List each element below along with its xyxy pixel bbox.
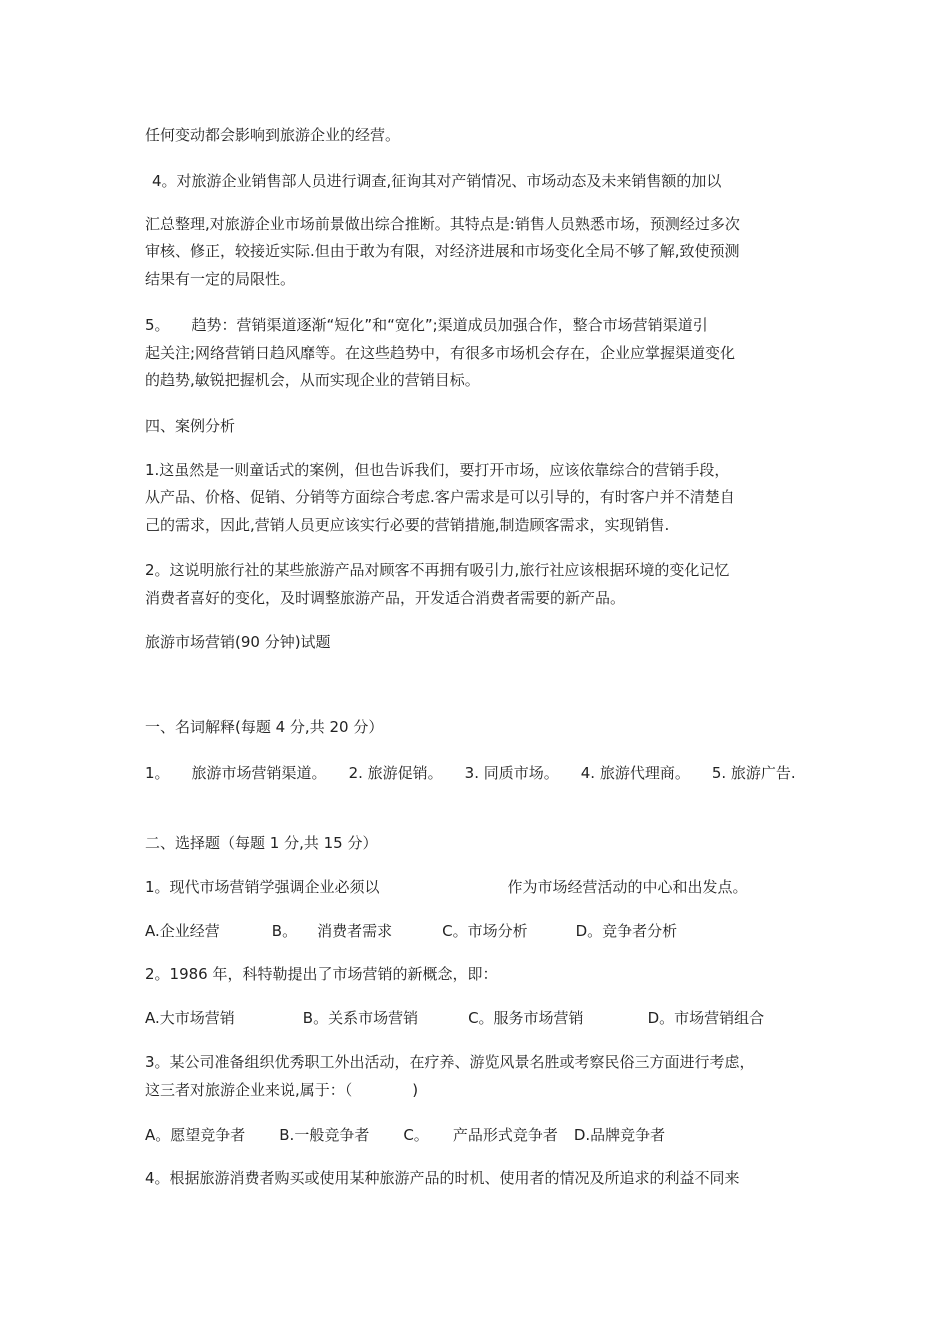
paragraph: 起关注;网络营销日趋风靡等。在这些趋势中，有很多市场机会存在，企业应掌握渠道变化	[145, 344, 736, 362]
question-text: )	[412, 1081, 419, 1099]
section-heading: 一、名词解释(每题 4 分,共 20 分）	[145, 718, 384, 736]
term-item: 1。	[145, 764, 170, 782]
option: C。	[403, 1126, 429, 1144]
question: 4。根据旅游消费者购买或使用某种旅游产品的时机、使用者的情况及所追求的利益不同来	[145, 1169, 740, 1187]
option: B。关系市场营销	[302, 1009, 419, 1027]
paragraph: 的趋势,敏锐把握机会，从而实现企业的营销目标。	[145, 371, 480, 389]
paragraph: 从产品、价格、促销、分销等方面综合考虑.客户需求是可以引导的，有时客户并不清楚自	[145, 488, 735, 506]
question: 3。某公司准备组织优秀职工外出活动，在疗养、游览风景名胜或考察民俗三方面进行考虑，	[145, 1053, 755, 1071]
question	[145, 874, 748, 900]
question	[145, 1077, 418, 1103]
option: C。服务市场营销	[468, 1009, 584, 1027]
options-row	[145, 1122, 665, 1148]
paragraph: 汇总整理,对旅游企业市场前景做出综合推断。其特点是:销售人员熟悉市场，预测经过多次	[145, 215, 740, 233]
options-row	[145, 1005, 764, 1031]
option: B。	[271, 922, 298, 940]
option: A.企业经营	[145, 922, 220, 940]
option: 消费者需求	[317, 922, 393, 940]
term-item: 4. 旅游代理商。	[580, 764, 690, 782]
paragraph: 审核、修正，较接近实际.但由于敢为有限，对经济进展和市场变化全局不够了解,致使预测	[145, 242, 740, 260]
option: A。愿望竞争者	[145, 1126, 246, 1144]
paragraph: 1.这虽然是一则童话式的案例，但也告诉我们，要打开市场，应该依靠综合的营销手段，	[145, 461, 730, 479]
option: D。竞争者分析	[575, 922, 678, 940]
exam-title: 旅游市场营销(90 分钟)试题	[145, 633, 331, 651]
option: 产品形式竞争者	[452, 1126, 558, 1144]
option: D。市场营销组合	[647, 1009, 765, 1027]
option: C。市场分析	[442, 922, 528, 940]
paragraph: 消费者喜好的变化，及时调整旅游产品，开发适合消费者需要的新产品。	[145, 589, 626, 607]
question-text: 1。现代市场营销学强调企业必须以	[145, 878, 380, 896]
question-text: 作为市场经营活动的中心和出发点。	[507, 878, 748, 896]
item-number: 5。	[145, 316, 170, 334]
paragraph: 己的需求，因此,营销人员更应该实行必要的营销措施,制造顾客需求，实现销售.	[145, 516, 670, 534]
options-row	[145, 918, 677, 944]
item-text: 趋势：营销渠道逐渐“短化”和“宽化”;渠道成员加强合作，整合市场营销渠道引	[191, 316, 708, 334]
term-item: 旅游市场营销渠道。	[191, 764, 327, 782]
term-item: 5. 旅游广告.	[711, 764, 796, 782]
term-item: 2. 旅游促销。	[348, 764, 443, 782]
option: D.品牌竞争者	[573, 1126, 666, 1144]
question: 2。1986 年，科特勒提出了市场营销的新概念，即：	[145, 965, 498, 983]
paragraph: 2。这说明旅行社的某些旅游产品对顾客不再拥有吸引力,旅行社应该根据环境的变化记忆	[145, 561, 730, 579]
section-heading: 四、案例分析	[145, 417, 236, 435]
term-list	[145, 760, 796, 786]
paragraph: 结果有一定的局限性。	[145, 270, 296, 288]
option: B.一般竞争者	[279, 1126, 370, 1144]
option: A.大市场营销	[145, 1009, 235, 1027]
paragraph: 任何变动都会影响到旅游企业的经营。	[145, 126, 401, 144]
paragraph: 4。对旅游企业销售部人员进行调查,征询其对产销情况、市场动态及未来销售额的加以	[152, 172, 722, 190]
term-item: 3. 同质市场。	[464, 764, 559, 782]
question-text: 这三者对旅游企业来说,属于：（	[145, 1081, 353, 1099]
section-heading: 二、选择题（每题 1 分,共 15 分）	[145, 834, 378, 852]
paragraph	[145, 312, 708, 338]
